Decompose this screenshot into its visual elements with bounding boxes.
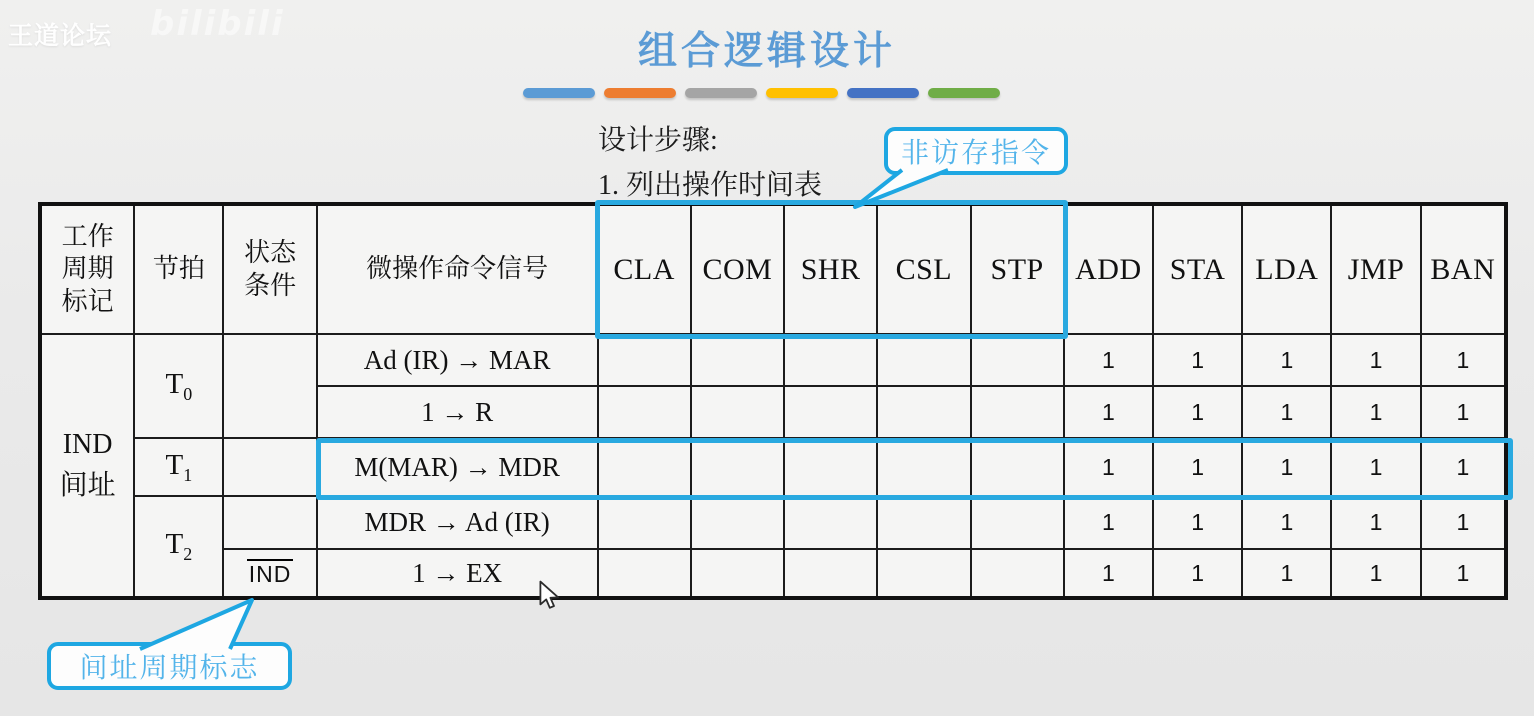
beat-cell-t2: $T_2$	[134, 496, 223, 598]
value-cell	[691, 386, 784, 438]
value-cell: 1	[1421, 438, 1506, 496]
condition-cell-empty	[223, 438, 316, 496]
value-cell	[971, 438, 1064, 496]
header-instr-csl: CSL	[877, 204, 970, 334]
value-cell: 1	[1331, 438, 1420, 496]
value-cell	[691, 438, 784, 496]
value-cell: 1	[1064, 386, 1153, 438]
condition-cell-ind-not	[223, 549, 316, 598]
value-cell: 1	[1153, 496, 1242, 549]
divider-bar	[928, 88, 1000, 98]
condition-cell-empty	[223, 334, 316, 438]
divider-bars	[523, 88, 1000, 98]
table-row	[40, 334, 1506, 386]
value-cell	[784, 438, 877, 496]
table-row	[40, 496, 1506, 549]
value-cell	[598, 438, 691, 496]
header-instr-lda: LDA	[1242, 204, 1331, 334]
header-instr-stp: STP	[971, 204, 1064, 334]
value-cell: 1	[1242, 496, 1331, 549]
table-row-highlighted	[40, 438, 1506, 496]
header-line: 状态	[244, 238, 297, 267]
operation-time-table	[38, 202, 1508, 600]
header-beat: 节拍	[134, 204, 223, 334]
callout-label: 非访存指令	[900, 138, 1051, 169]
divider-bar	[847, 88, 919, 98]
beat-cell-t0: $T_0$	[134, 334, 223, 438]
cycle-line: IND	[62, 428, 113, 460]
divider-bar	[523, 88, 595, 98]
header-line: 工作	[61, 221, 114, 251]
mouse-cursor-icon	[538, 580, 564, 610]
value-cell	[971, 496, 1064, 549]
header-instr-cla: CLA	[598, 204, 691, 334]
value-cell	[784, 496, 877, 549]
value-cell: 1	[1153, 334, 1242, 386]
value-cell: 1	[1153, 549, 1242, 598]
value-cell: 1	[1064, 438, 1153, 496]
signal-cell: 1 → EX	[317, 549, 598, 598]
watermark-platform-logo: bilibili	[150, 4, 285, 44]
value-cell	[598, 386, 691, 438]
value-cell	[971, 549, 1064, 598]
value-cell: 1	[1064, 496, 1153, 549]
value-cell: 1	[1331, 386, 1420, 438]
value-cell: 1	[1421, 549, 1506, 598]
header-instr-sta: STA	[1153, 204, 1242, 334]
page-title: 组合逻辑设计	[637, 30, 896, 73]
header-instr-add: ADD	[1064, 204, 1153, 334]
callout-non-memory-instruction	[884, 127, 1068, 175]
divider-bar	[685, 88, 757, 98]
signal-cell: Ad (IR) → MAR	[317, 334, 598, 386]
header-instr-com: COM	[691, 204, 784, 334]
signal-cell: MDR → Ad (IR)	[317, 496, 598, 549]
header-line: 标记	[61, 286, 114, 316]
beat-cell-t1: $T_1$	[134, 438, 223, 496]
value-cell: 1	[1242, 438, 1331, 496]
header-micro-op-signal: 微操作命令信号	[317, 204, 598, 334]
value-cell: 1	[1331, 334, 1420, 386]
value-cell: 1	[1421, 334, 1506, 386]
value-cell	[877, 496, 970, 549]
callout-indirect-cycle-flag	[47, 642, 292, 690]
divider-bar	[766, 88, 838, 98]
signal-cell: M(MAR) → MDR	[317, 438, 598, 496]
value-cell: 1	[1331, 496, 1420, 549]
value-cell	[877, 549, 970, 598]
signal-cell: 1 → R	[317, 386, 598, 438]
condition-cell-empty	[223, 496, 316, 549]
table-header-row	[40, 204, 1506, 334]
value-cell	[598, 549, 691, 598]
value-cell: 1	[1064, 334, 1153, 386]
value-cell	[971, 334, 1064, 386]
value-cell: 1	[1421, 386, 1506, 438]
cycle-cell-ind	[40, 334, 134, 598]
header-instr-ban: BAN	[1421, 204, 1506, 334]
value-cell	[971, 386, 1064, 438]
value-cell	[877, 386, 970, 438]
value-cell	[877, 438, 970, 496]
cycle-line: 间址	[59, 469, 116, 501]
value-cell	[598, 334, 691, 386]
value-cell	[784, 386, 877, 438]
value-cell: 1	[1064, 549, 1153, 598]
operation-time-table-wrap	[38, 202, 1508, 600]
value-cell: 1	[1242, 549, 1331, 598]
value-cell: 1	[1153, 386, 1242, 438]
value-cell	[691, 334, 784, 386]
header-status-condition	[223, 204, 316, 334]
value-cell	[784, 549, 877, 598]
header-instr-jmp: JMP	[1331, 204, 1420, 334]
header-line: 周期	[61, 254, 114, 284]
steps-item-1: 1. 列出操作时间表	[598, 170, 823, 201]
header-instr-shr: SHR	[784, 204, 877, 334]
value-cell	[691, 496, 784, 549]
callout-label: 间址周期标志	[79, 653, 260, 684]
table-row	[40, 549, 1506, 598]
value-cell: 1	[1421, 496, 1506, 549]
value-cell: 1	[1331, 549, 1420, 598]
watermark-brand: 王道论坛	[8, 22, 113, 50]
divider-bar	[604, 88, 676, 98]
value-cell	[598, 496, 691, 549]
header-work-cycle-flag	[40, 204, 134, 334]
ind-not-label: IND	[248, 560, 292, 587]
value-cell	[877, 334, 970, 386]
value-cell: 1	[1242, 334, 1331, 386]
design-steps	[598, 118, 822, 203]
value-cell	[691, 549, 784, 598]
value-cell: 1	[1153, 438, 1242, 496]
steps-heading: 设计步骤:	[598, 125, 718, 156]
value-cell: 1	[1242, 386, 1331, 438]
value-cell	[784, 334, 877, 386]
header-line: 条件	[244, 270, 297, 300]
